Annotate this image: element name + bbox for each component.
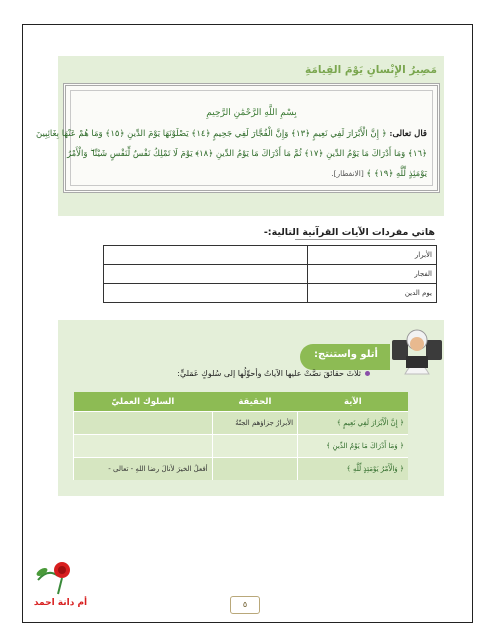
table-row (104, 246, 437, 265)
activity-instruction (177, 369, 370, 378)
fact-cell[interactable]: الأبرارُ جزاؤهم الجنّةُ (212, 412, 298, 435)
table-row (74, 412, 409, 435)
vocab-title: هاتي مفردات الآيات القرآنية التالية:- (263, 227, 435, 238)
logo-text: أم دانة احمد (33, 598, 88, 608)
facts-table (73, 392, 408, 480)
verse-text-3: يَوْمَئِذٍ لِّلَّهِ ﴿١٩﴾ ﴾ (366, 169, 427, 179)
verse-intro: قال تعالى: (389, 129, 427, 139)
verse-cell: ﴿ إِنَّ الْأَبْرَارَ لَفِي نَعِيمٍ ﴾ (298, 412, 408, 435)
vocab-title-underline (295, 239, 435, 240)
table-row (74, 458, 409, 481)
word-cell: الفجار (308, 265, 437, 284)
fact-cell[interactable] (212, 435, 298, 458)
verse-cell: ﴿ وَمَا أَدْرَاكَ مَا يَوْمُ الدِّينِ ﴾ (298, 435, 408, 458)
verse-line-1 (35, 128, 427, 139)
verse-line-3 (76, 168, 427, 179)
vocab-table (103, 245, 437, 303)
table-row (104, 265, 437, 284)
instruction-text: ثلاثَ حقائقَ نصَّتْ عليها الآياتُ وأحوِّلُها إلى سُلوكٍ عَمَليٍّ: (177, 369, 361, 378)
header-behavior: السلوك العمليّ (74, 392, 213, 412)
page-number: ٥ (230, 596, 260, 614)
table-row (104, 284, 437, 303)
meaning-cell[interactable] (104, 265, 308, 284)
surah-reference: [الانفطار]. (331, 169, 364, 178)
verse-cell: ﴿ وَالْأَمْرُ يَوْمَئِذٍ لِّلَّهِ ﴾ (298, 458, 408, 481)
table-header-row (74, 392, 409, 412)
behavior-cell[interactable]: أفعلُ الخيرَ لأنالَ رضا اللهِ - تعالى - (74, 458, 213, 481)
verse-text-1: ﴿ إِنَّ الْأَبْرَارَ لَفِي نَعِيمٍ ﴿١٣﴾ وَإِنَّ الْفُجَّارَ لَفِي جَحِيمٍ ﴿١٤﴾ يَصْلَوْنَهَا يَوْمَ الدِّينِ ﴿١٥﴾ وَمَا هُمْ عَنْهَا بِغَائِبِينَ (35, 129, 387, 139)
basmala: بِسْمِ اللَّهِ الرَّحْمَٰنِ الرَّحِيمِ (206, 108, 297, 118)
table-row (74, 435, 409, 458)
fact-cell[interactable] (212, 458, 298, 481)
activity-banner-label: أتلو واستنتج: (314, 349, 378, 360)
header-fact: الحقيقة (212, 392, 298, 412)
reader-avatar-icon (392, 326, 442, 374)
verse-line-2: ﴿١٦﴾ وَمَا أَدْرَاكَ مَا يَوْمُ الدِّينِ ﴿١٧﴾ ثُمَّ مَا أَدْرَاكَ مَا يَوْمُ الدِّينِ ﴿١٨﴾ يَوْمَ لَا تَمْلِكُ نَفْسٌ لِّنَفْسٍ شَيْئًا ۖ وَالْأَمْرُ (66, 149, 427, 159)
behavior-cell[interactable] (74, 435, 213, 458)
meaning-cell[interactable] (104, 246, 308, 265)
word-cell: يوم الدين (308, 284, 437, 303)
word-cell: الأبرار (308, 246, 437, 265)
verse-frame (35, 83, 440, 193)
header-verse: الآية (298, 392, 408, 412)
meaning-cell[interactable] (104, 284, 308, 303)
section-title: مَصِيرُ الإِنْسانِ يَوْمَ القِيامَةِ (305, 64, 437, 76)
bullet-icon (365, 371, 370, 376)
behavior-cell[interactable] (74, 412, 213, 435)
